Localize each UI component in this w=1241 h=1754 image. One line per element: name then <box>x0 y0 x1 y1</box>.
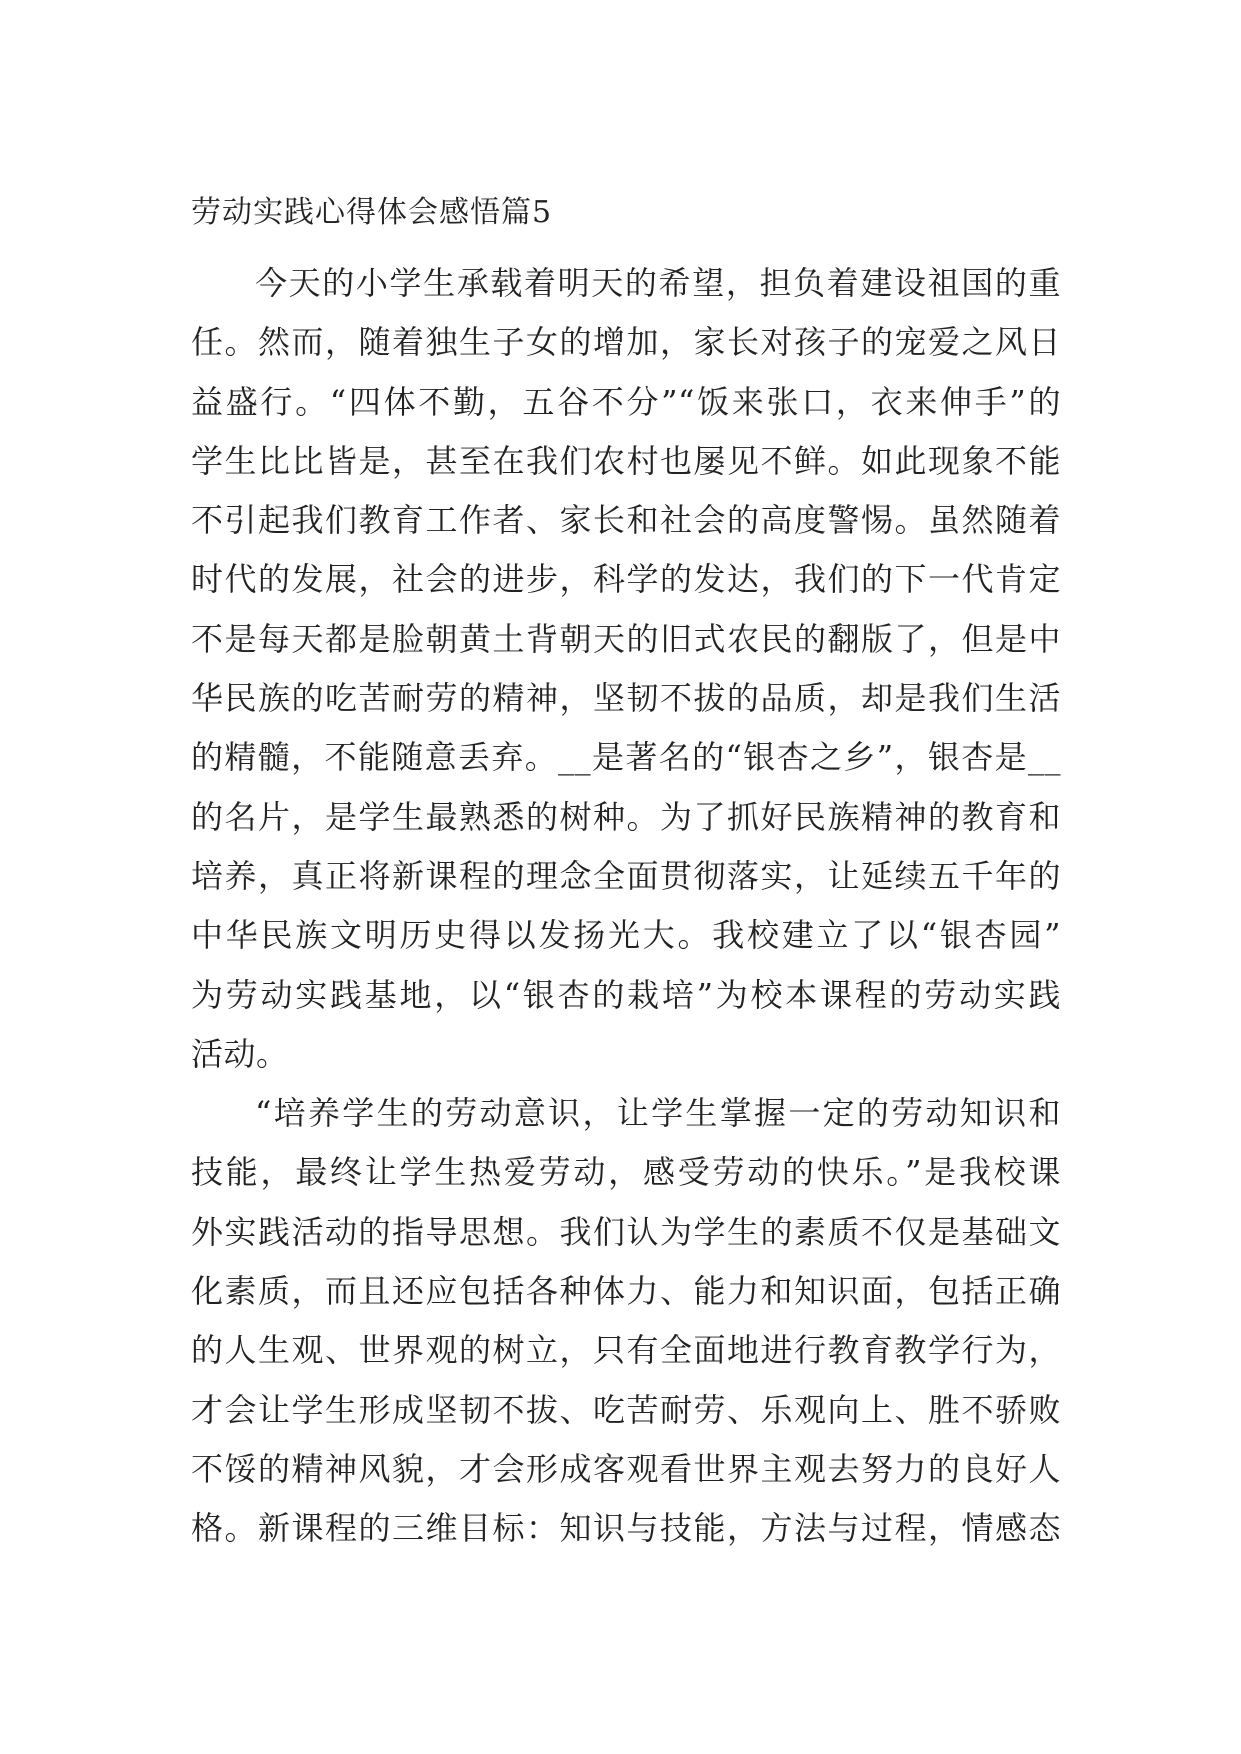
paragraph-1-line-4: 学生比比皆是，甚至在我们农村也屡见不鲜。如此现象不能 <box>191 441 1061 480</box>
document-title: 劳动实践心得体会感悟篇5 <box>191 195 553 230</box>
paragraph-2-line-4: 化素质，而且还应包括各种体力、能力和知识面，包括正确 <box>191 1272 1061 1311</box>
paragraph-2-line-2: 技能，最终让学生热爱劳动，感受劳动的快乐。”是我校课 <box>191 1153 1061 1192</box>
paragraph-1-line-11: 培养，真正将新课程的理念全面贯彻落实，让延续五千年的 <box>191 856 1061 895</box>
paragraph-2-line-8: 格。新课程的三维目标：知识与技能，方法与过程，情感态 <box>191 1509 1061 1548</box>
paragraph-2-line-7: 不馁的精神风貌，才会形成客观看世界主观去努力的良好人 <box>191 1449 1061 1488</box>
paragraph-2-line-5: 的人生观、世界观的树立，只有全面地进行教育教学行为， <box>191 1331 1061 1370</box>
paragraph-2-line-1: “培养学生的劳动意识，让学生掌握一定的劳动知识和 <box>255 1094 1061 1133</box>
paragraph-1-line-12: 中华民族文明历史得以发扬光大。我校建立了以“银杏园” <box>191 916 1061 955</box>
paragraph-2-line-6: 才会让学生形成坚韧不拔、吃苦耐劳、乐观向上、胜不骄败 <box>191 1390 1061 1429</box>
paragraph-1-line-1: 今天的小学生承载着明天的希望，担负着建设祖国的重 <box>255 264 1061 302</box>
paragraph-1-line-7: 不是每天都是脸朝黄土背朝天的旧式农民的翻版了，但是中 <box>191 619 1061 658</box>
paragraph-1-line-5: 不引起我们教育工作者、家长和社会的高度警惕。虽然随着 <box>191 501 1061 540</box>
paragraph-1-line-13: 为劳动实践基地，以“银杏的栽培”为校本课程的劳动实践 <box>191 975 1061 1014</box>
paragraph-2-line-3: 外实践活动的指导思想。我们认为学生的素质不仅是基础文 <box>191 1212 1061 1251</box>
paragraph-1-line-10: 的名片，是学生最熟悉的树种。为了抓好民族精神的教育和 <box>191 797 1061 836</box>
paragraph-1-line-3: 益盛行。“四体不勤，五谷不分”“饭来张口，衣来伸手”的 <box>191 382 1061 421</box>
paragraph-1-line-6: 时代的发展，社会的进步，科学的发达，我们的下一代肯定 <box>191 560 1061 599</box>
paragraph-1-line-2: 任。然而，随着独生子女的增加，家长对孩子的宠爱之风日 <box>191 323 1061 362</box>
paragraph-1-line-8: 华民族的吃苦耐劳的精神，坚韧不拔的品质，却是我们生活 <box>191 679 1061 718</box>
paragraph-1-line-14: 活动。 <box>191 1034 289 1073</box>
document-body <box>191 254 1061 1559</box>
paragraph-1-line-9: 的精髓，不能随意丢弃。__是著名的“银杏之乡”，银杏是__ <box>191 738 1061 777</box>
